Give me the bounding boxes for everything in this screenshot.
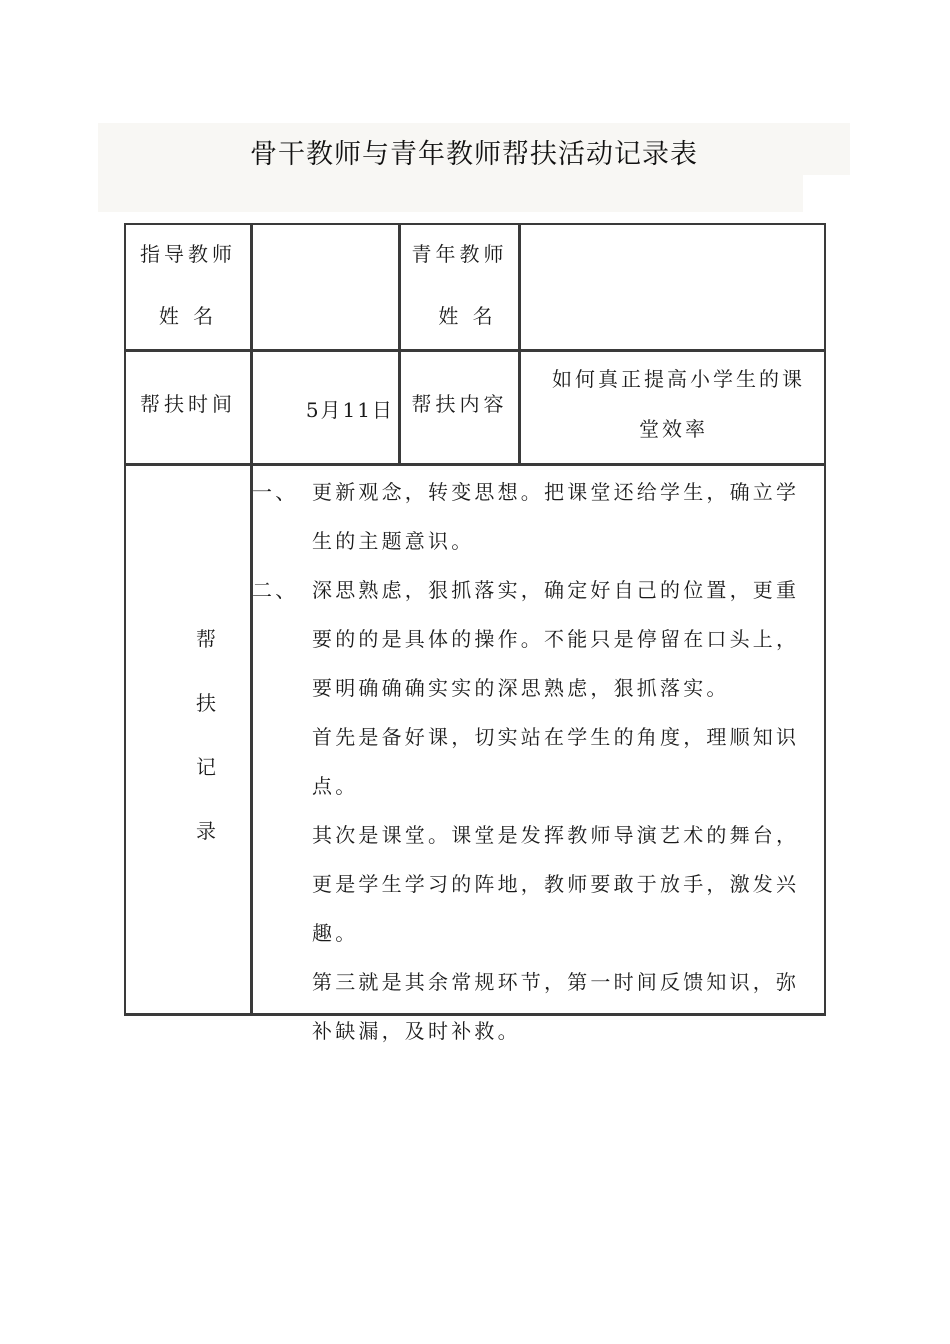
record-label-char-2: 扶 — [196, 691, 220, 715]
record-item-2-number: 二、 — [252, 578, 299, 602]
record-item-1-text: 更新观念，转变思想。把课堂还给学生，确立学生的主题意识。 — [312, 480, 800, 553]
record-paragraph-1-text: 首先是备好课，切实站在学生的角度，理顺知识点。 — [312, 725, 800, 798]
support-content-label: 帮扶内容 — [411, 392, 508, 416]
table-border-right — [824, 223, 826, 1016]
young-teacher-label-line2: 姓 名 — [438, 304, 497, 328]
record-label-char-4: 录 — [196, 819, 220, 843]
page-title: 骨干教师与青年教师帮扶活动记录表 — [250, 139, 698, 170]
record-content — [252, 468, 818, 1056]
mentor-label-line2: 姓 名 — [158, 304, 218, 328]
record-paragraph-2-text: 其次是课堂。课堂是发挥教师导演艺术的舞台，更是学生学习的阵地，教师要敢于放手，激发兴趣。 — [312, 823, 800, 945]
record-item-1-number: 一、 — [252, 480, 299, 504]
record-label-char-1: 帮 — [196, 627, 220, 651]
mentor-label-line1: 指导教师 — [140, 242, 236, 266]
record-label-char-3: 记 — [196, 755, 220, 779]
support-time-value: 5月11日 — [305, 398, 394, 422]
record-item-2-text: 深思熟虑，狠抓落实，确定好自己的位置，更重要的的是具体的操作。不能只是停留在口头上，要明确确确实实的深思熟虑，狠抓落实。 — [312, 578, 800, 700]
row-divider-1 — [124, 349, 826, 352]
record-item-2 — [252, 566, 818, 713]
support-time-label: 帮扶时间 — [140, 392, 236, 416]
record-table — [124, 223, 826, 1043]
row-divider-2 — [124, 463, 826, 466]
record-paragraph-1 — [252, 713, 818, 811]
record-paragraph-2 — [252, 811, 818, 958]
record-paragraph-3 — [252, 958, 818, 1056]
young-teacher-label-line1: 青年教师 — [411, 242, 508, 266]
record-item-1 — [252, 468, 818, 566]
support-content-value-line2: 堂效率 — [639, 417, 708, 441]
record-paragraph-3-text: 第三就是其余常规环节，第一时间反馈知识，弥补缺漏，及时补救。 — [312, 970, 800, 1043]
title-background-lower — [98, 175, 803, 212]
support-content-value-line1: 如何真正提高小学生的课 — [552, 367, 805, 391]
